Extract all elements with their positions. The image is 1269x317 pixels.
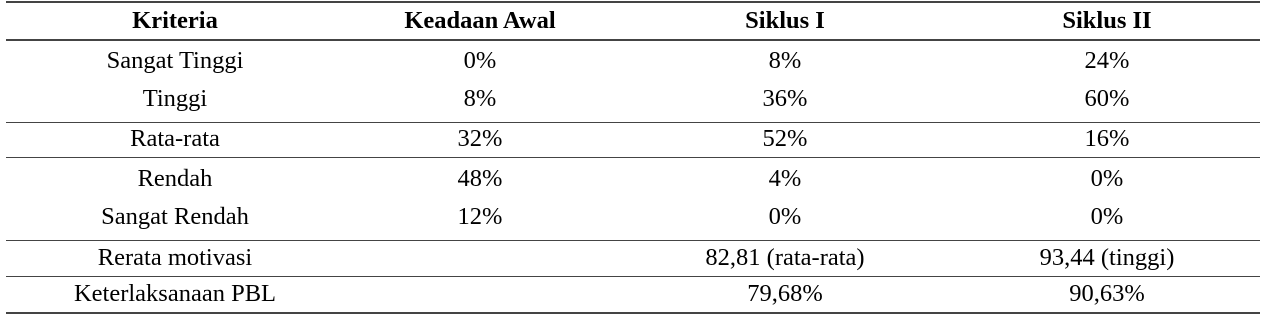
table-cell: 0% [1090, 203, 1124, 230]
table-cell: 8% [768, 47, 802, 74]
table-row-rerata-motivasi [6, 242, 1260, 274]
row-label: Sangat Rendah [101, 203, 249, 230]
motivation-table [6, 1, 1260, 315]
table-cell: 16% [1084, 125, 1130, 152]
table-row-sangat-tinggi [6, 45, 1260, 77]
column-header-kriteria: Kriteria [132, 7, 218, 34]
table-row-keterlaksanaan-pbl [6, 278, 1260, 310]
table-cell: 48% [457, 165, 503, 192]
row-divider [6, 240, 1260, 241]
header-bottom-rule [6, 39, 1260, 41]
table-cell: 52% [762, 125, 808, 152]
table-cell [344, 278, 616, 310]
table-row-rendah [6, 163, 1260, 195]
table-cell: 0% [1090, 165, 1124, 192]
table-cell: 4% [768, 165, 802, 192]
column-header-siklus-1: Siklus I [745, 7, 825, 34]
row-divider [6, 276, 1260, 277]
table-cell: 36% [762, 85, 808, 112]
table-bottom-rule [6, 312, 1260, 314]
table-cell: 8% [463, 85, 497, 112]
table-top-rule [6, 1, 1260, 3]
table-row-rata-rata [6, 123, 1260, 155]
table-cell: 60% [1084, 85, 1130, 112]
row-label: Rata-rata [130, 125, 220, 152]
table-cell: 93,44 (tinggi) [1039, 244, 1175, 271]
table-cell: 82,81 (rata-rata) [705, 244, 865, 271]
table-row-sangat-rendah [6, 201, 1260, 233]
table-cell: 12% [457, 203, 503, 230]
row-label: Sangat Tinggi [106, 47, 244, 74]
table-cell [344, 242, 616, 274]
column-header-keadaan-awal: Keadaan Awal [404, 7, 556, 34]
table-header-row [6, 5, 1260, 37]
row-label: Rerata motivasi [97, 244, 253, 271]
table-cell: 79,68% [747, 280, 823, 307]
table-cell: 90,63% [1069, 280, 1145, 307]
row-divider [6, 157, 1260, 158]
table-row-tinggi [6, 83, 1260, 115]
table-cell: 32% [457, 125, 503, 152]
row-label: Rendah [137, 165, 213, 192]
row-label: Keterlaksanaan PBL [73, 280, 277, 307]
table-cell: 0% [463, 47, 497, 74]
row-label: Tinggi [142, 85, 208, 112]
table-cell: 24% [1084, 47, 1130, 74]
table-cell: 0% [768, 203, 802, 230]
column-header-siklus-2: Siklus II [1062, 7, 1152, 34]
